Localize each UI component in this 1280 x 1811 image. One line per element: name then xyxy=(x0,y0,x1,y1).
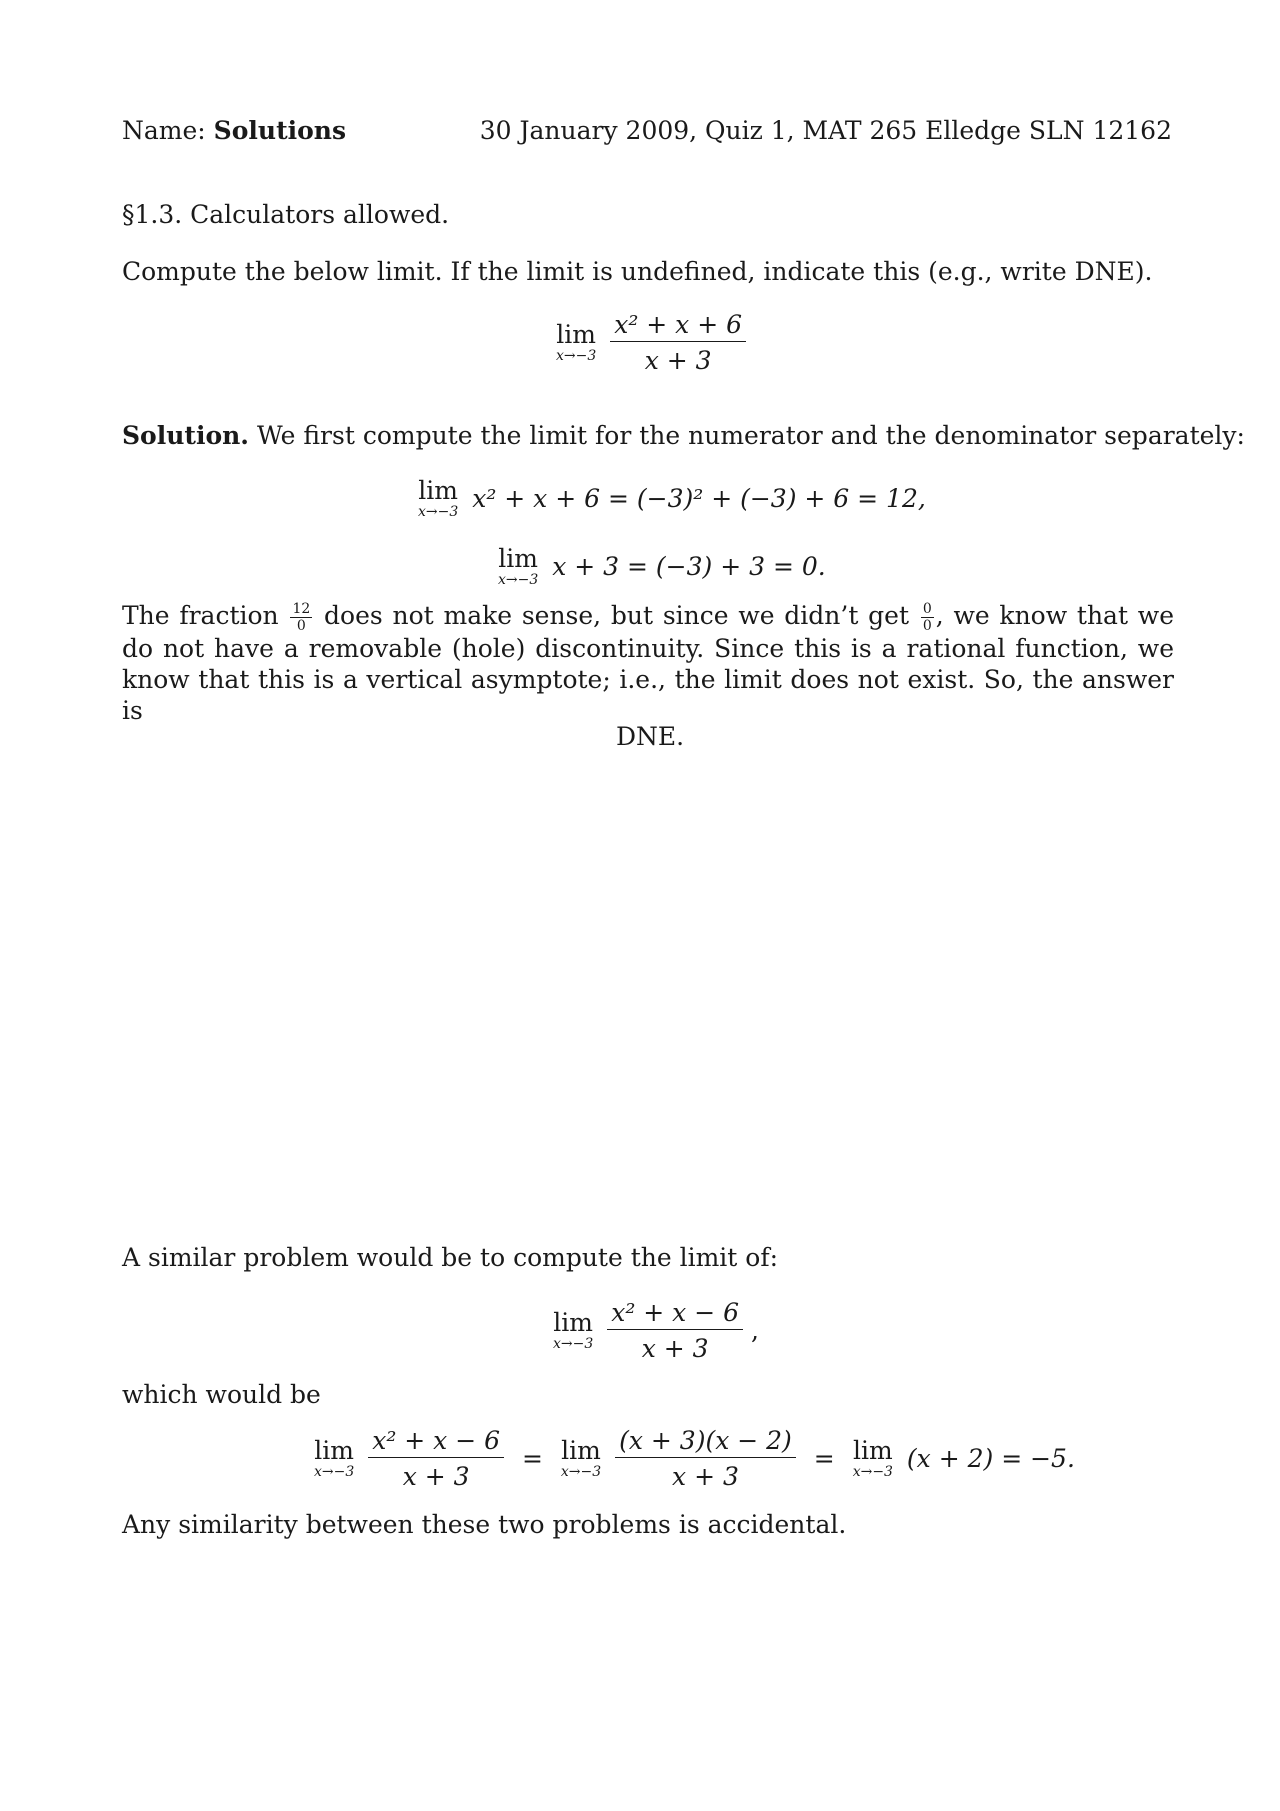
lim-text: lim xyxy=(553,1308,593,1337)
fraction-12-over-0 xyxy=(290,602,312,633)
limit-operator xyxy=(556,322,596,363)
problem-limit xyxy=(556,312,746,373)
solution-label: Solution. xyxy=(122,421,250,450)
explanation-paragraph xyxy=(122,600,1174,726)
equals-sign: = xyxy=(813,1444,835,1473)
equation-expression: x + 3 = (−3) + 3 = 0. xyxy=(552,552,826,581)
paragraph-text: The fraction xyxy=(122,601,279,630)
fraction-denominator: x + 3 xyxy=(644,346,712,375)
course-info: 30 January 2009, Quiz 1, MAT 265 Elledge SLN 12162 xyxy=(479,116,1172,145)
trailing-comma: , xyxy=(750,1316,759,1345)
step2-fraction xyxy=(615,1428,796,1489)
equation-expression: x² + x + 6 = (−3)² + (−3) + 6 = 12, xyxy=(472,484,926,513)
similar-limit xyxy=(553,1300,759,1361)
step3-expression: (x + 2) = −5. xyxy=(906,1444,1075,1473)
fraction-numerator: x² + x − 6 xyxy=(368,1428,504,1458)
solution-intro-text: We first compute the limit for the numerator and the denominator separately: xyxy=(256,421,1245,450)
lim-subscript: x→−3 xyxy=(553,1336,594,1352)
small-fraction-numerator: 12 xyxy=(292,601,311,617)
answer: DNE. xyxy=(616,722,685,751)
solution-intro xyxy=(122,421,1245,450)
lim-subscript: x→−3 xyxy=(498,572,539,588)
step1-fraction xyxy=(368,1428,504,1489)
paragraph-text: , we know that we do not have a removable (hole) discontinuity. Since this is a rational function, we know that this is a vertical asymptote; i.e., the limit does not exist. So, the answer is xyxy=(122,601,1174,725)
lim-text: lim xyxy=(498,544,538,573)
denominator-limit-equation xyxy=(498,546,826,587)
problem-instructions: Compute the below limit. If the limit is undefined, indicate this (e.g., write DNE). xyxy=(122,257,1153,286)
similar-intro: A similar problem would be to compute the limit of: xyxy=(122,1243,779,1272)
factoring-equation xyxy=(314,1428,1075,1489)
lim-subscript: x→−3 xyxy=(418,504,459,520)
lim-subscript: x→−3 xyxy=(852,1464,893,1480)
lim-text: lim xyxy=(561,1436,601,1465)
which-would-be: which would be xyxy=(122,1380,321,1409)
small-fraction-numerator: 0 xyxy=(922,601,932,617)
lim-subscript: x→−3 xyxy=(314,1464,355,1480)
numerator-limit-equation xyxy=(418,478,926,519)
lim-text: lim xyxy=(418,476,458,505)
lim-text: lim xyxy=(556,320,596,349)
name-label: Name: xyxy=(122,116,206,145)
limit-operator xyxy=(418,478,458,519)
fraction-denominator: x + 3 xyxy=(402,1462,470,1491)
fraction-numerator: x² + x − 6 xyxy=(607,1300,743,1330)
section-note: §1.3. Calculators allowed. xyxy=(122,200,450,229)
paragraph-text: does not make sense, but since we didn’t get xyxy=(324,601,910,630)
fraction-denominator: x + 3 xyxy=(672,1462,739,1491)
fraction-numerator: (x + 3)(x − 2) xyxy=(615,1428,796,1458)
fraction-numerator: x² + x + 6 xyxy=(610,312,746,342)
problem-fraction xyxy=(610,312,746,373)
small-fraction-denominator: 0 xyxy=(922,618,932,634)
similar-fraction xyxy=(607,1300,743,1361)
closing-remark: Any similarity between these two problems is accidental. xyxy=(122,1510,847,1539)
limit-operator xyxy=(561,1438,601,1479)
small-fraction-denominator: 0 xyxy=(296,618,306,634)
equals-sign: = xyxy=(521,1444,543,1473)
lim-subscript: x→−3 xyxy=(556,348,597,364)
lim-subscript: x→−3 xyxy=(560,1464,602,1480)
limit-operator xyxy=(314,1438,354,1479)
limit-operator xyxy=(553,1310,593,1351)
name-value: Solutions xyxy=(213,116,347,145)
limit-operator xyxy=(853,1438,893,1479)
lim-text: lim xyxy=(852,1436,893,1465)
fraction-0-over-0 xyxy=(921,602,934,633)
limit-operator xyxy=(498,546,538,587)
lim-text: lim xyxy=(314,1436,354,1465)
fraction-denominator: x + 3 xyxy=(641,1334,709,1363)
name-line xyxy=(122,116,346,145)
